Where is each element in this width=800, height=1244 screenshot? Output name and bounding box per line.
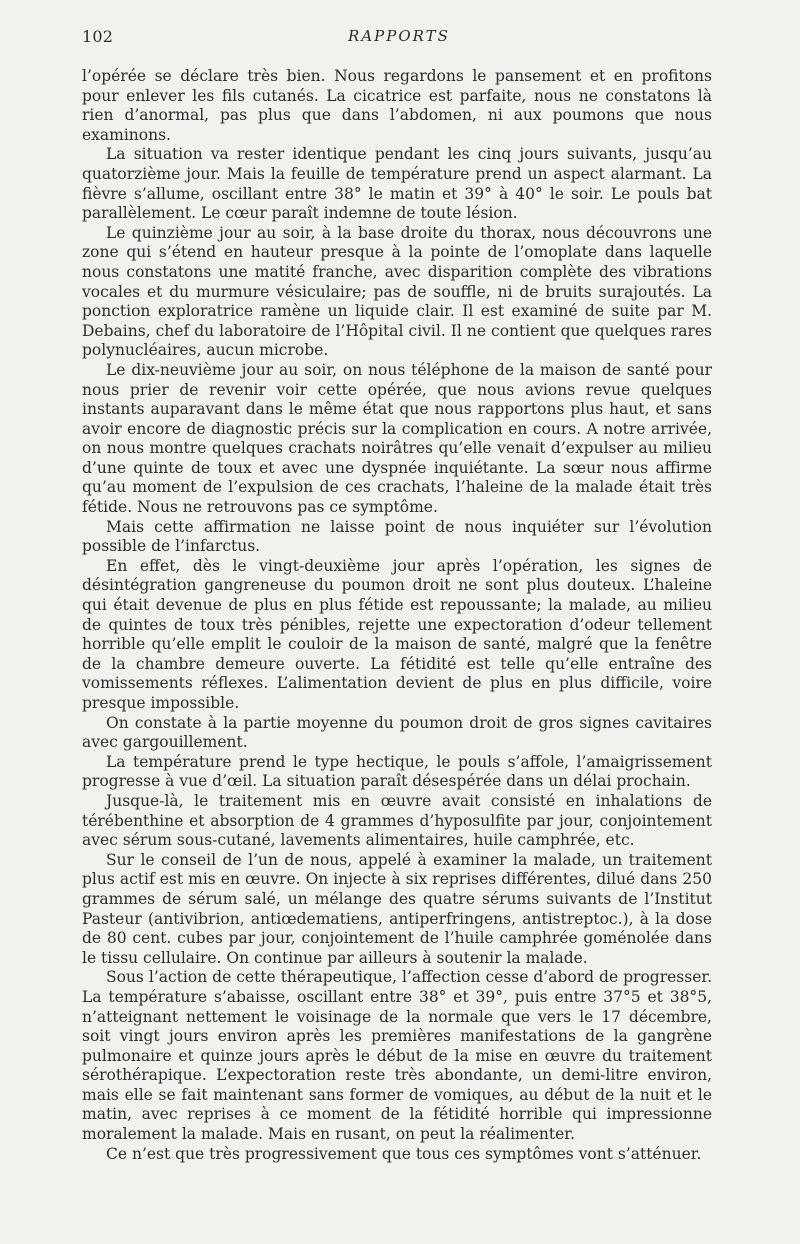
paragraph: Sur le conseil de l’un de nous, appelé à examiner la malade, un traitement plus actif est mis en œuvre. On injecte à six reprises différentes, dilué dans 250 grammes de sérum salé, un mélange des quatre sérums suivants de l’Institut Pasteur (antivibrion, antiœdematiens, antiperfringens, antistreptoc.), à la dose de 80 cent. cubes par jour, conjointement de l’huile camphrée goménolée dans le tissu cellulaire. On continue par ailleurs à soutenir la malade.	[82, 850, 712, 967]
paragraph: Jusque-là, le traitement mis en œuvre avait consisté en inhalations de térébenthine et absorption de 4 grammes d’hyposulfite par jour, conjointement avec sérum sous-cutané, lavements alimentaires, huile camphrée, etc.	[82, 791, 712, 850]
paragraph: l’opérée se déclare très bien. Nous regardons le pansement et en profitons pour enlever les fils cutanés. La cicatrice est parfaite, nous ne constatons là rien d’anormal, pas plus que dans l’abdomen, ni aux poumons que nous examinons.	[82, 67, 712, 144]
paragraph: Sous l’action de cette thérapeutique, l’affection cesse d’abord de progresser. La température s’abaisse, oscillant entre 38° et 39°, puis entre 37°5 et 38°5, n’atteignant nettement le voisinage de la normale que vers le 17 décembre, soit vingt jours environ après les premières manifestations de la gangrène pulmonaire et quinze jours après le début de la mise en œuvre du traitement sérothérapique. L’expectoration reste très abondante, un demi-litre environ, mais elle se fait maintenant sans former de vomiques, au début de la nuit et le matin, avec reprises à ce moment de la fétidité horrible qui impressionne moralement la malade. Mais en rusant, on peut la réalimenter.	[82, 968, 712, 1144]
paragraph: La température prend le type hectique, le pouls s’affole, l’amaigrissement progresse à vue d’œil. La situation paraît désespérée dans un délai prochain.	[82, 752, 712, 791]
paragraph: On constate à la partie moyenne du poumon droit de gros signes cavitaires avec gargouillement.	[82, 713, 712, 752]
paragraph: En effet, dès le vingt-deuxième jour après l’opération, les signes de désintégration gangreneuse du poumon droit ne sont plus douteux. L’haleine qui était devenue de plus en plus fétide est repoussante; la malade, au milieu de quintes de toux très pénibles, rejette une expectoration d’odeur tellement horrible qu’elle emplit le couloir de la maison de santé, malgré que la fenêtre de la chambre demeure ouverte. La fétidité est telle qu’elle entraîne des vomissements réflexes. L’alimentation devient de plus en plus difficile, voire presque impossible.	[82, 556, 712, 712]
paragraph: Mais cette affirmation ne laisse point de nous inquiéter sur l’évolution possible de l’infarctus.	[82, 517, 712, 556]
paragraph: Le quinzième jour au soir, à la base droite du thorax, nous découvrons une zone qui s’étend en hauteur presque à la pointe de l’omoplate dans laquelle nous constatons une matité franche, avec disparition complète des vibrations vocales et du murmure vésiculaire; pas de souffle, ni de bruits surajoutés. La ponction exploratrice ramène un liquide clair. Il est examiné de suite par M. Debains, chef du laboratoire de l’Hôpital civil. Il ne contient que quelques rares polynucléaires, aucun microbe.	[82, 223, 712, 360]
page-header	[82, 27, 716, 51]
paragraph: Le dix-neuvième jour au soir, on nous téléphone de la maison de santé pour nous prier de revenir voir cette opérée, que nous avions revue quelques instants auparavant dans le même état que nous rapportons plus haut, et sans avoir encore de diagnostic précis sur la complication en cours. A notre arrivée, on nous montre quelques crachats noirâtres qu’elle venait d’expulser au milieu d’une quinte de toux et avec une dyspnée inquiétante. La sœur nous affirme qu’au moment de l’expulsion de ces crachats, l’haleine de la malade était très fétide. Nous ne retrouvons pas ce symptôme.	[82, 360, 712, 517]
body-text	[82, 67, 712, 1164]
page-number: 102	[82, 27, 114, 46]
paragraph: Ce n’est que très progressivement que tous ces symptômes vont s’atténuer.	[106, 1144, 702, 1163]
paragraph: La situation va rester identique pendant les cinq jours suivants, jusqu’au quatorzième jour. Mais la feuille de température prend un aspect alarmant. La fièvre s’allume, oscillant entre 38° le matin et 39° à 40° le soir. Le pouls bat parallèlement. Le cœur paraît indemne de toute lésion.	[82, 145, 712, 223]
running-title: RAPPORTS	[348, 27, 450, 45]
